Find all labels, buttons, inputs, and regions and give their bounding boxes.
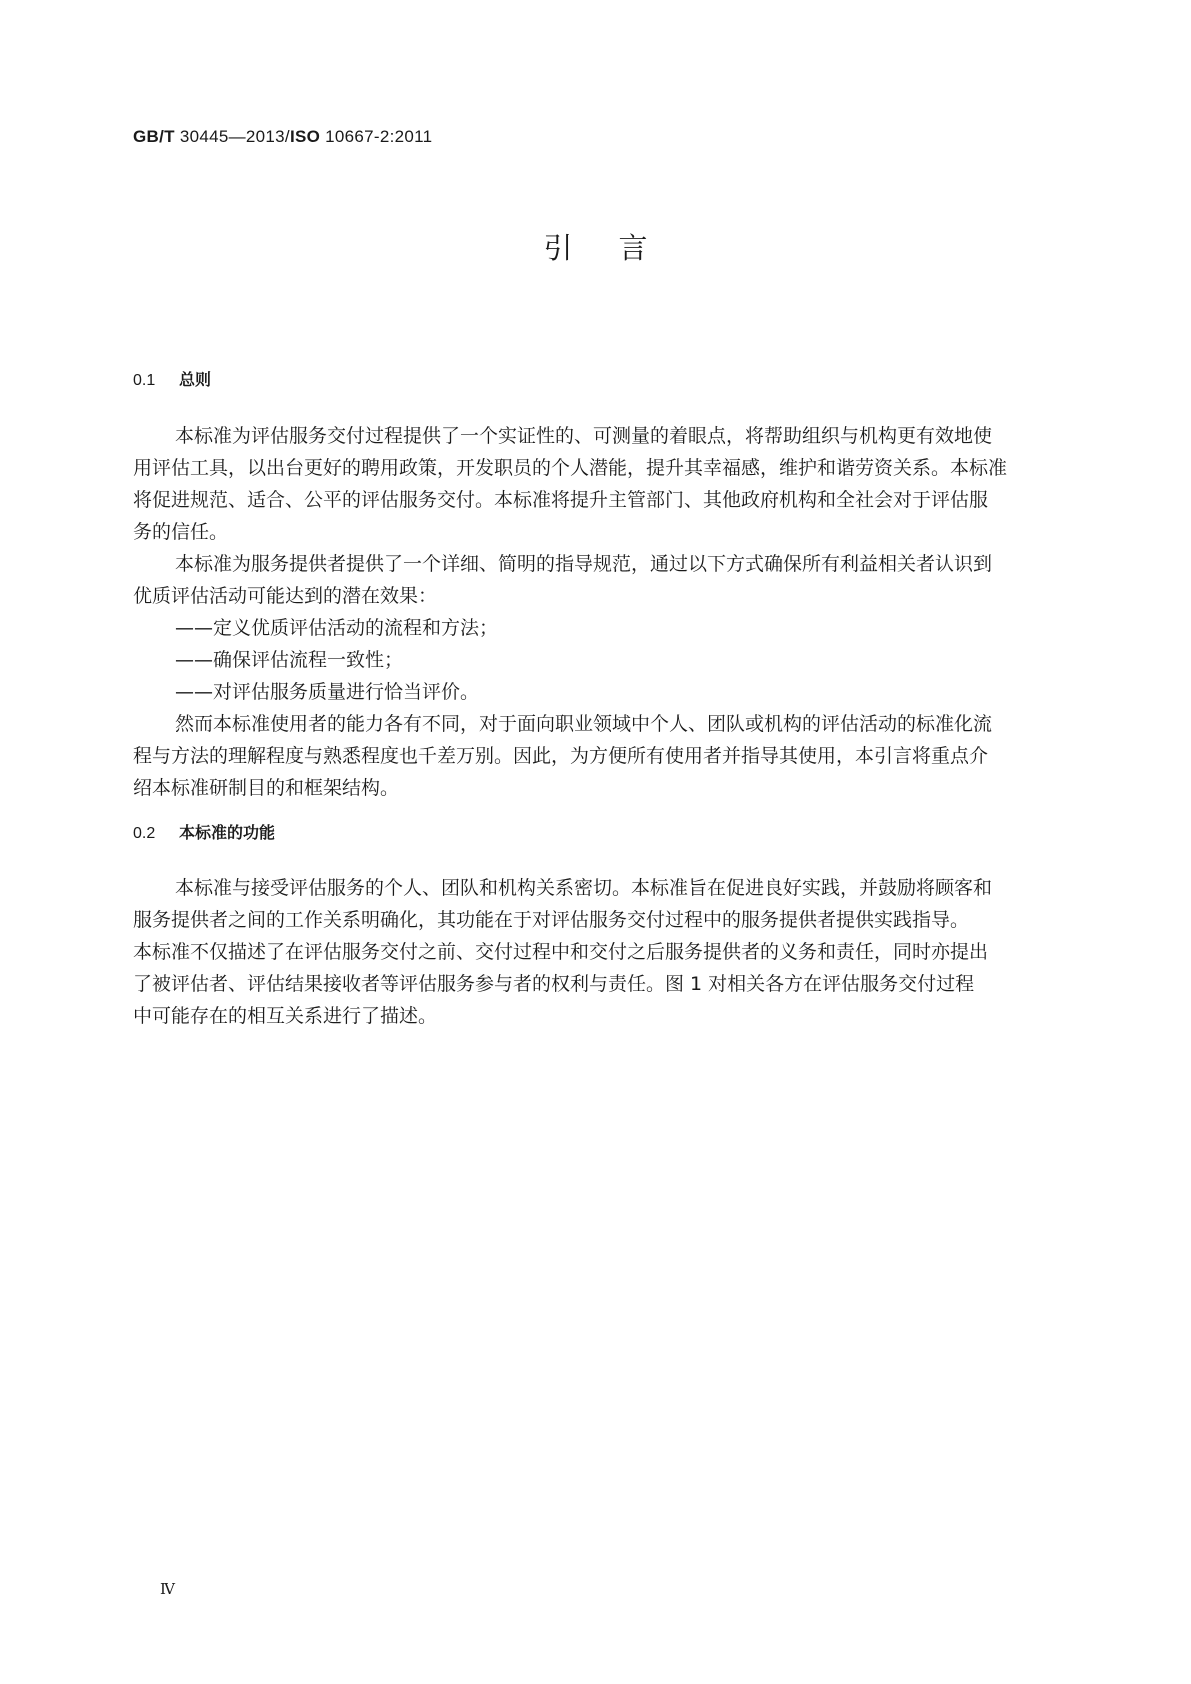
section-heading-functions <box>133 820 275 843</box>
paragraph-line: 中可能存在的相互关系进行了描述。 <box>133 1005 438 1027</box>
standard-code: GB/T <box>133 127 175 146</box>
standard-header <box>133 127 432 147</box>
section-body-functions <box>133 872 1059 1032</box>
paragraph-line: 本标准与接受评估服务的个人、团队和机构关系密切。本标准旨在促进良好实践，并鼓励将顾客和 <box>175 877 993 899</box>
list-item: ——对评估服务质量进行恰当评价。 <box>175 681 480 703</box>
paragraph-line: 本标准为评估服务交付过程提供了一个实证性的、可测量的着眼点，将帮助组织与机构更有效地使 <box>175 425 993 447</box>
page-title: 引言 <box>543 231 694 265</box>
paragraph-line: 务的信任。 <box>133 521 229 543</box>
list-item: ——确保评估流程一致性； <box>175 649 404 671</box>
section-number: 0.2 <box>133 825 156 842</box>
standard-number: 30445—2013/ <box>174 127 290 146</box>
section-number: 0.1 <box>133 372 156 389</box>
paragraph-line: 本标准为服务提供者提供了一个详细、简明的指导规范，通过以下方式确保所有利益相关者认识到 <box>175 553 993 575</box>
paragraph-line: 用评估工具，以出台更好的聘用政策，开发职员的个人潜能，提升其幸福感，维护和谐劳资关系。本标准 <box>133 457 1008 479</box>
paragraph-line: 将促进规范、适合、公平的评估服务交付。本标准将提升主管部门、其他政府机构和全社会对于评估服 <box>133 489 989 511</box>
page-number: Ⅳ <box>160 1582 175 1598</box>
iso-number: 10667-2:2011 <box>320 127 433 146</box>
paragraph-line: 优质评估活动可能达到的潜在效果： <box>133 585 438 607</box>
paragraph-line: 程与方法的理解程度与熟悉程度也千差万别。因此，为方便所有使用者并指导其使用，本引言将重点介 <box>133 745 989 767</box>
paragraph-line: 了被评估者、评估结果接收者等评估服务参与者的权利与责任。图 1 对相关各方在评估服务交付过程 <box>133 973 975 995</box>
paragraph-line: 服务提供者之间的工作关系明确化，其功能在于对评估服务交付过程中的服务提供者提供实践指导。 <box>133 909 970 931</box>
section-body-general <box>133 420 1059 804</box>
iso-code: ISO <box>289 127 321 146</box>
paragraph-line: 本标准不仅描述了在评估服务交付之前、交付过程中和交付之后服务提供者的义务和责任，同时亦提出 <box>133 941 989 963</box>
paragraph-line: 绍本标准研制目的和框架结构。 <box>133 777 400 799</box>
section-heading-general <box>133 367 211 390</box>
section-title: 总则 <box>179 370 212 389</box>
list-item: ——定义优质评估活动的流程和方法； <box>175 617 499 639</box>
section-title: 本标准的功能 <box>179 823 276 842</box>
paragraph-line: 然而本标准使用者的能力各有不同，对于面向职业领域中个人、团队或机构的评估活动的标准化流 <box>175 713 993 735</box>
